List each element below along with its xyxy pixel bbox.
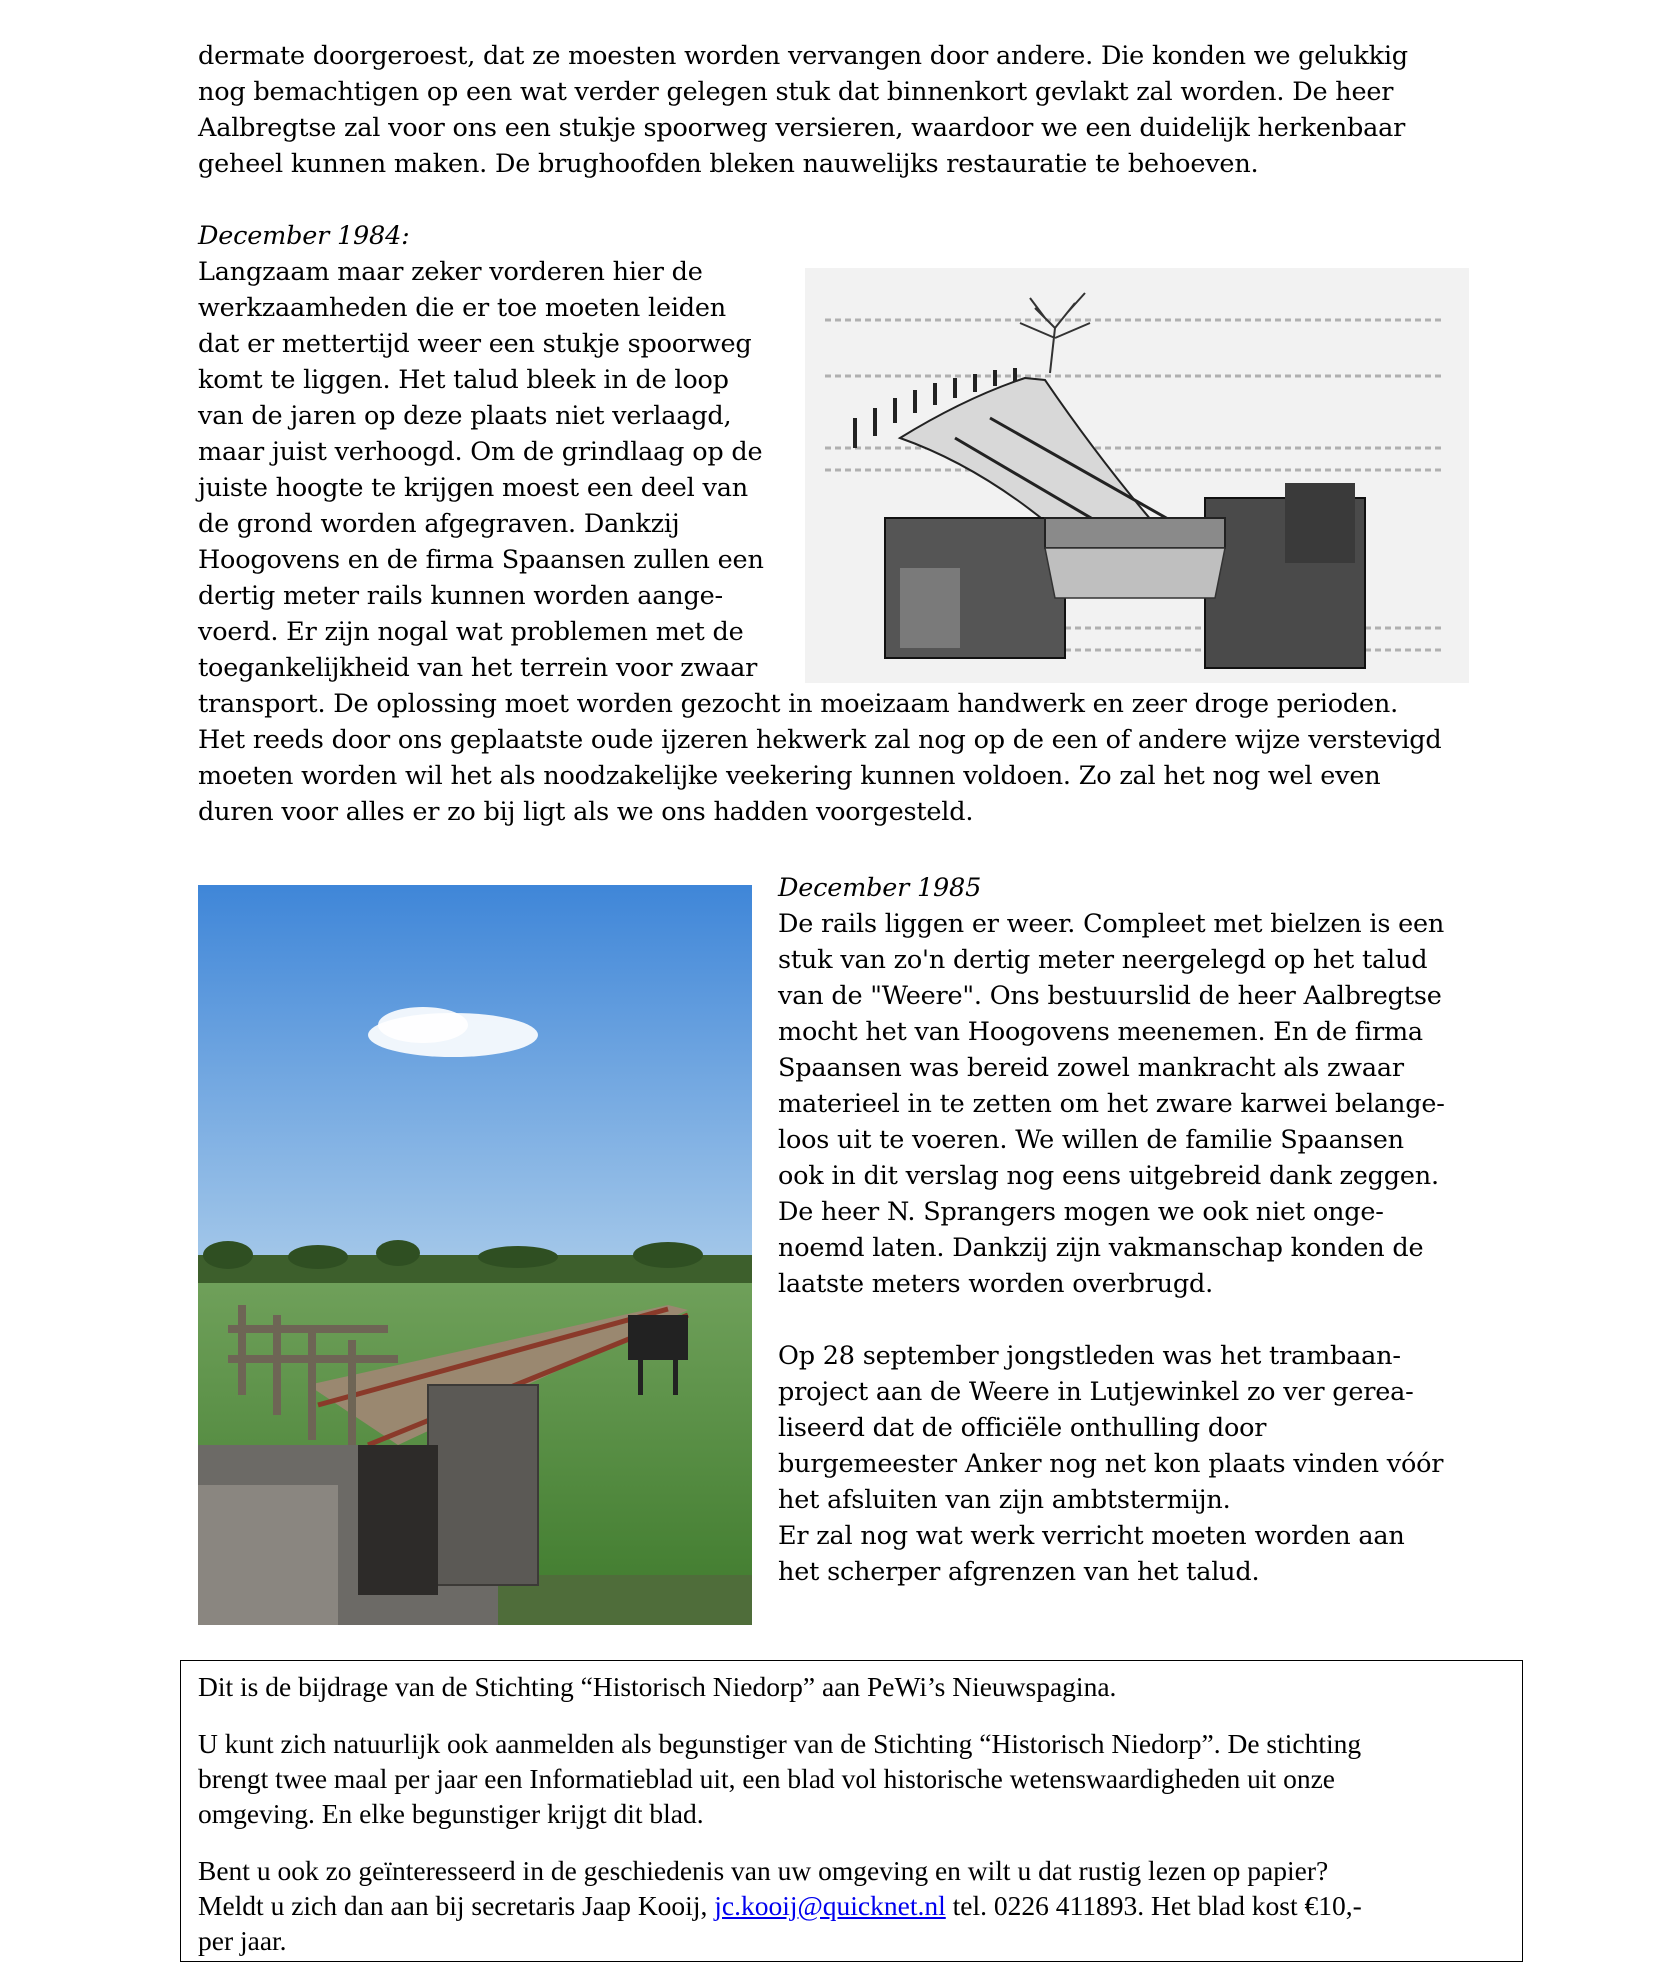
text-line: voerd. Er zijn nogal wat problemen met de (198, 617, 744, 647)
text-line: mocht het van Hoogovens meenemen. En de firma (778, 1017, 1423, 1047)
text-line: ook in dit verslag nog eens uitgebreid dank zeggen. (778, 1161, 1439, 1191)
text-line: liseerd dat de officiële onthulling door (778, 1413, 1267, 1443)
info-line: Bent u ook zo geïnteresseerd in de geschiedenis van uw omgeving en wilt u dat rustig lezen op papier? (198, 1855, 1329, 1886)
text-line: project aan de Weere in Lutjewinkel zo ver gerea- (778, 1377, 1414, 1407)
text-line: werkzaamheden die er toe moeten leiden (198, 293, 727, 323)
text-line: Hoogovens en de firma Spaansen zullen een (198, 545, 764, 575)
text-line: juiste hoogte te krijgen moest een deel van (198, 473, 748, 503)
text-line: Langzaam maar zeker vorderen hier de (198, 257, 703, 287)
text-line: toegankelijkheid van het terrein voor zwaar (198, 653, 758, 683)
text-line: Het reeds door ons geplaatste oude ijzeren hekwerk zal nog op de een of andere wijze verstevigd (198, 725, 1442, 755)
text-line: burgemeester Anker nog net kon plaats vinden vóór (778, 1449, 1444, 1479)
bridge-sketch-image (805, 268, 1469, 683)
text-line: transport. De oplossing moet worden gezocht in moeizaam handwerk en zeer droge perioden. (198, 689, 1399, 719)
text-line: stuk van zo'n dertig meter neergelegd op het talud (778, 945, 1428, 975)
text-line: van de "Weere". Ons bestuurslid de heer Aalbregtse (778, 981, 1442, 1011)
text-line: noemd laten. Dankzij zijn vakmanschap konden de (778, 1233, 1424, 1263)
info-text: tel. 0226 411893. Het blad kost €10,- (945, 1890, 1362, 1921)
text-line: Op 28 september jongstleden was het trambaan- (778, 1341, 1401, 1371)
info-line: brengt twee maal per jaar een Informatieblad uit, een blad vol historische wetenswaardigheden uit onze (198, 1763, 1335, 1794)
text-line: de grond worden afgegraven. Dankzij (198, 509, 680, 539)
text-line: moeten worden wil het als noodzakelijke veekering kunnen voldoen. Zo zal het nog wel even (198, 761, 1381, 791)
text-line: Aalbregtse zal voor ons een stukje spoorweg versieren, waardoor we een duidelijk herkenbaar (198, 113, 1406, 143)
text-line: het scherper afgrenzen van het talud. (778, 1557, 1260, 1587)
text-line: geheel kunnen maken. De brughoofden bleken nauwelijks restauratie te behoeven. (198, 149, 1259, 179)
text-line: maar juist verhoogd. Om de grindlaag op de (198, 437, 763, 467)
text-line: loos uit te voeren. We willen de familie Spaansen (778, 1125, 1404, 1155)
text-line: het afsluiten van zijn ambtstermijn. (778, 1485, 1231, 1515)
info-text: Meldt u zich dan aan bij secretaris Jaap Kooij, (198, 1890, 715, 1921)
text-line: nog bemachtigen op een wat verder gelegen stuk dat binnenkort gevlakt zal worden. De heer (198, 77, 1394, 107)
text-line: De rails liggen er weer. Compleet met bielzen is een (778, 909, 1445, 939)
info-line: omgeving. En elke begunstiger krijgt dit blad. (198, 1798, 704, 1829)
text-line: materieel in te zetten om het zware karwei belange- (778, 1089, 1445, 1119)
text-line: van de jaren op deze plaats niet verlaagd, (198, 401, 732, 431)
text-line: De heer N. Sprangers mogen we ook niet onge- (778, 1197, 1384, 1227)
text-line: Er zal nog wat werk verricht moeten worden aan (778, 1521, 1405, 1551)
info-box (180, 1660, 1523, 1962)
info-line (198, 1888, 1362, 1923)
text-line: dat er mettertijd weer een stukje spoorweg (198, 329, 752, 359)
text-line: komt te liggen. Het talud bleek in de loop (198, 365, 729, 395)
text-line: dertig meter rails kunnen worden aange- (198, 581, 723, 611)
text-line: Spaansen was bereid zowel mankracht als zwaar (778, 1053, 1404, 1083)
info-line: Dit is de bijdrage van de Stichting “Historisch Niedorp” aan PeWi’s Nieuwspagina. (198, 1671, 1117, 1702)
text-line: dermate doorgeroest, dat ze moesten worden vervangen door andere. Die konden we gelukkig (198, 41, 1408, 71)
info-line: per jaar. (198, 1925, 287, 1956)
tram-track-photo (198, 885, 752, 1625)
info-line: U kunt zich natuurlijk ook aanmelden als begunstiger van de Stichting “Historisch Niedorp”. De stichting (198, 1728, 1362, 1759)
section-heading: December 1985 (778, 873, 982, 903)
text-line: duren voor alles er zo bij ligt als we ons hadden voorgesteld. (198, 797, 974, 827)
text-line: laatste meters worden overbrugd. (778, 1269, 1213, 1299)
section-heading: December 1984: (198, 221, 410, 251)
email-link[interactable]: jc.kooij@quicknet.nl (714, 1890, 946, 1921)
